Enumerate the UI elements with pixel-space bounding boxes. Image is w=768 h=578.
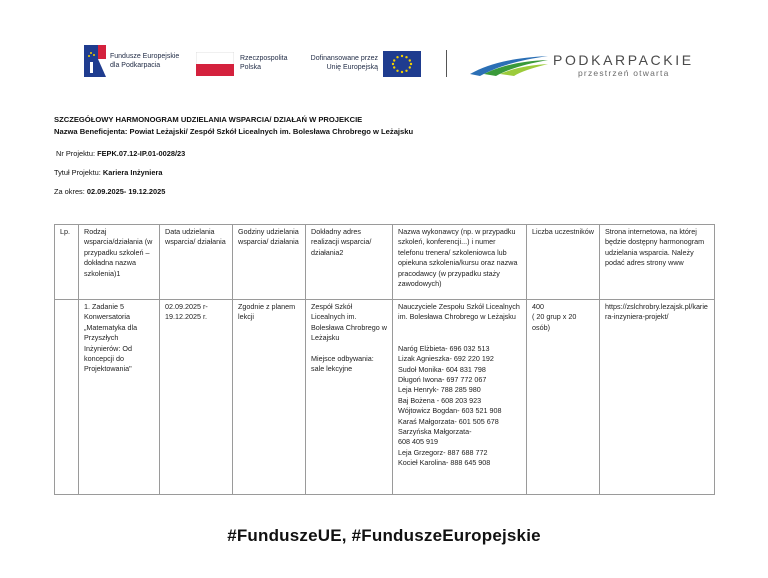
- cell-address: [306, 300, 393, 495]
- contact-item: Wójtowicz Bogdan- 603 521 908: [398, 406, 502, 416]
- contact-item: Baj Bożena - 608 203 923: [398, 395, 482, 405]
- project-title: Kariera Inżyniera: [102, 168, 163, 177]
- project-number-label: Nr Projektu:: [56, 149, 98, 158]
- cell-participants: 400 ( 20 grup x 20 osób): [527, 300, 600, 495]
- header-lp: Lp.: [55, 225, 79, 300]
- podkarpackie-logo: [470, 50, 550, 78]
- contact-list: [398, 344, 521, 469]
- schedule-table: [54, 224, 715, 495]
- cell-hours: Zgodnie z planem lekcji: [233, 300, 306, 495]
- rzeczpospolita-text: Rzeczpospolita Polska: [240, 55, 288, 71]
- contact-item: Karaś Małgorzata- 601 505 678: [398, 416, 499, 426]
- contact-item: Leja Henryk- 788 285 980: [398, 385, 481, 395]
- cell-website[interactable]: https://zslchrobry.lezajsk.pl/kariera-inzyniera-projekt/: [600, 300, 715, 495]
- header-type: Rodzaj wsparcia/działania (w przypadku szkoleń – dokładna nazwa szkolenia)1: [79, 225, 160, 300]
- document-title: SZCZEGÓŁOWY HARMONOGRAM UDZIELANIA WSPARCIA/ DZIAŁAŃ W PROJEKCIE: [54, 115, 363, 124]
- project-title-label: Tytuł Projektu:: [54, 168, 103, 177]
- address-note: Miejsce odbywania: sale lekcyjne: [311, 353, 374, 374]
- fundusze-europejskie-text: Fundusze Europejskie dla Podkarpacia: [110, 53, 180, 69]
- hashtags-footer: #FunduszeUE, #FunduszeEuropejskie: [227, 526, 541, 545]
- cell-contractor: [393, 300, 527, 495]
- period-label: Za okres:: [54, 187, 87, 196]
- contact-item: Długoń Iwona- 697 772 067: [398, 375, 487, 385]
- project-number: FEPK.07.12-IP.01-0028/23: [97, 149, 186, 158]
- header-contractor: Nazwa wykonawcy (np. w przypadku szkoleń, konferencji...) i numer telefonu trenera/ szkoleniowca lub opiekuna szkolenia/kursu oraz nazwa pracodawcy (w przypadku staży zawodowych): [393, 225, 527, 300]
- podkarpackie-title: PODKARPACKIE: [553, 52, 694, 68]
- cell-lp: [55, 300, 79, 495]
- header-hours: Godziny udzielania wsparcia/ działania: [233, 225, 306, 300]
- contact-item: Leja Grzegorz- 887 688 772: [398, 447, 488, 457]
- polish-flag-icon: [196, 52, 234, 76]
- beneficiary-name: Nazwa Beneficjenta: Powiat Leżajski/ Zespół Szkół Licealnych im. Bolesława Chrobrego w Leżajsku: [54, 127, 414, 136]
- period-line: [54, 187, 165, 196]
- podkarpackie-subtitle: przestrzeń otwarta: [578, 68, 670, 78]
- address-text: Zespół Szkół Licealnych im. Bolesława Chrobrego w Leżajsku: [311, 302, 387, 343]
- contact-item: Sudoł Monika- 604 831 798: [398, 364, 486, 374]
- contractor-text: Nauczyciele Zespołu Szkół Licealnych im. Bolesława Chrobrego w Leżajsku: [398, 302, 520, 322]
- contact-item: 608 405 919: [398, 437, 438, 447]
- logo-divider: [446, 50, 447, 77]
- header-address: Dokładny adres realizacji wsparcia/ działania2: [306, 225, 393, 300]
- project-title-line: [54, 168, 162, 177]
- contact-item: Lizak Agnieszka- 692 220 192: [398, 354, 494, 364]
- project-number-line: [56, 149, 185, 158]
- fundusze-europejskie-logo: [84, 45, 106, 77]
- header-participants: Liczba uczestników: [527, 225, 600, 300]
- period-value: 02.09.2025- 19.12.2025: [86, 187, 166, 196]
- cell-type: 1. Zadanie 5 Konwersatoria „Matematyka dla Przyszłych Inżynierów: Od koncepcji do Projektowania": [79, 300, 160, 495]
- contact-item: Sarzyńska Małgorzata-: [398, 427, 472, 437]
- header-date: Data udzielania wsparcia/ działania: [160, 225, 233, 300]
- table-header-row: [55, 225, 715, 300]
- table-row: [55, 300, 715, 495]
- eu-flag-icon: [383, 51, 421, 77]
- unia-europejska-text: Dofinansowane przez Unię Europejską: [310, 55, 378, 71]
- contact-item: Naróg Elżbieta- 696 032 513: [398, 343, 490, 353]
- header-website: Strona internetowa, na której będzie dostępny harmonogram udzielania wsparcia. Należy podać adres strony www: [600, 225, 715, 300]
- cell-date: 02.09.2025 r- 19.12.2025 r.: [160, 300, 233, 495]
- contact-item: Kocieł Karolina- 888 645 908: [398, 458, 491, 468]
